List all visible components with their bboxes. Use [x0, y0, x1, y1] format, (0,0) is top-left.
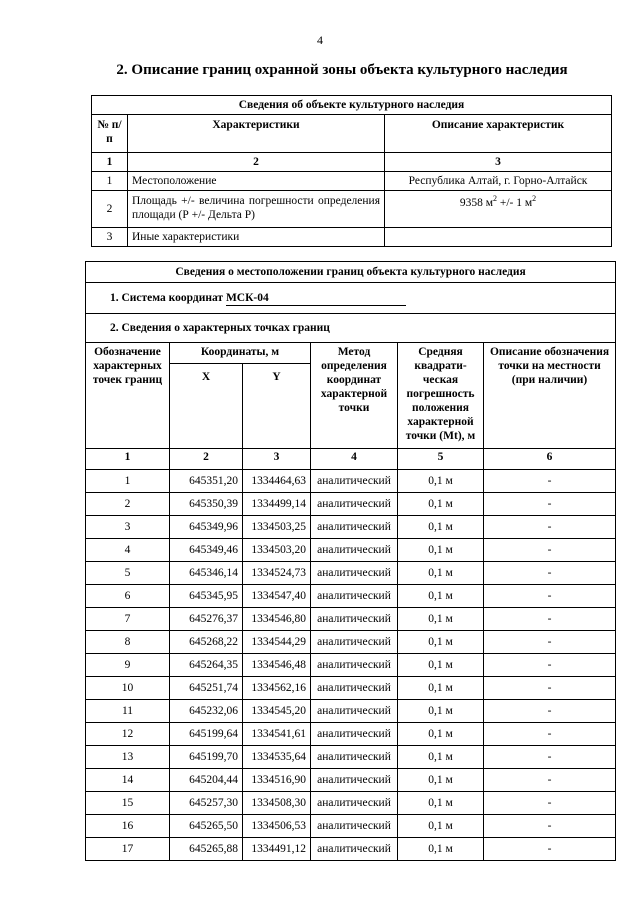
table-row: [86, 769, 616, 792]
point-description: -: [484, 631, 616, 654]
coord-y: 1334544,29: [243, 631, 311, 654]
table-row: [92, 172, 612, 191]
table-row: [86, 838, 616, 861]
header-coords: Координаты, м: [170, 343, 311, 364]
row-name: Иные характеристики: [128, 228, 385, 247]
coord-y: 1334524,73: [243, 562, 311, 585]
point-number: 7: [86, 608, 170, 631]
row-number: 3: [92, 228, 128, 247]
header-error: Средняя квадрати-ческая погрешность положения характерной точки (Mt), м: [398, 343, 484, 449]
point-number: 9: [86, 654, 170, 677]
table-row: [86, 815, 616, 838]
header-characteristics: Характеристики: [128, 115, 385, 153]
table-row: [86, 608, 616, 631]
mean-error: 0,1 м: [398, 677, 484, 700]
coord-y: 1334516,90: [243, 769, 311, 792]
table-row: [86, 700, 616, 723]
method: аналитический: [311, 493, 398, 516]
table-row: [86, 470, 616, 493]
mean-error: 0,1 м: [398, 792, 484, 815]
table-row: [86, 516, 616, 539]
point-number: 6: [86, 585, 170, 608]
point-number: 1: [86, 470, 170, 493]
area-value: 9358 м: [459, 197, 493, 209]
mean-error: 0,1 м: [398, 838, 484, 861]
column-number: 4: [311, 449, 398, 470]
coord-x: 645265,50: [170, 815, 243, 838]
coordinate-system-label: 1. Система координат: [110, 292, 224, 304]
mean-error: 0,1 м: [398, 631, 484, 654]
mean-error: 0,1 м: [398, 723, 484, 746]
table-row: [86, 723, 616, 746]
point-description: -: [484, 769, 616, 792]
coordinate-system-row: [86, 283, 616, 314]
coord-x: 645349,46: [170, 539, 243, 562]
column-number: 2: [170, 449, 243, 470]
header-description: Описание обозначения точки на местности (при наличии): [484, 343, 616, 449]
table-row: [86, 585, 616, 608]
mean-error: 0,1 м: [398, 516, 484, 539]
row-number: 1: [92, 172, 128, 191]
coord-y: 1334547,40: [243, 585, 311, 608]
mean-error: 0,1 м: [398, 562, 484, 585]
coord-x: 645276,37: [170, 608, 243, 631]
superscript: 2: [532, 194, 537, 204]
coord-x: 645251,74: [170, 677, 243, 700]
point-description: -: [484, 792, 616, 815]
mean-error: 0,1 м: [398, 608, 484, 631]
point-number: 15: [86, 792, 170, 815]
row-number: 2: [92, 191, 128, 228]
row-name: Местоположение: [128, 172, 385, 191]
page-number: 4: [317, 33, 323, 47]
header-method: Метод определения координат характерной точки: [311, 343, 398, 449]
coord-x: 645346,14: [170, 562, 243, 585]
method: аналитический: [311, 723, 398, 746]
column-number: 1: [92, 153, 128, 172]
method: аналитический: [311, 631, 398, 654]
row-name: Площадь +/- величина погрешности определения площади (Р +/- Дельта Р): [128, 191, 385, 228]
coord-x: 645257,30: [170, 792, 243, 815]
table-row: [86, 746, 616, 769]
table-row: [92, 191, 612, 228]
coord-y: 1334503,25: [243, 516, 311, 539]
column-number: 3: [243, 449, 311, 470]
point-description: -: [484, 838, 616, 861]
coord-y: 1334499,14: [243, 493, 311, 516]
point-description: -: [484, 562, 616, 585]
coord-y: 1334562,16: [243, 677, 311, 700]
coord-y: 1334546,48: [243, 654, 311, 677]
point-description: -: [484, 608, 616, 631]
mean-error: 0,1 м: [398, 700, 484, 723]
coord-y: 1334464,63: [243, 470, 311, 493]
point-number: 4: [86, 539, 170, 562]
header-x: X: [170, 364, 243, 449]
header-description: Описание характеристик: [385, 115, 612, 153]
area-error: +/- 1 м: [497, 197, 533, 209]
point-number: 2: [86, 493, 170, 516]
coord-x: 645232,06: [170, 700, 243, 723]
point-description: -: [484, 723, 616, 746]
header-y: Y: [243, 364, 311, 449]
coord-y: 1334503,20: [243, 539, 311, 562]
coord-x: 645199,64: [170, 723, 243, 746]
coord-y: 1334491,12: [243, 838, 311, 861]
column-number: 1: [86, 449, 170, 470]
object-table-caption: Сведения об объекте культурного наследия: [92, 96, 612, 115]
point-description: -: [484, 470, 616, 493]
row-value: [385, 228, 612, 247]
method: аналитический: [311, 654, 398, 677]
point-number: 14: [86, 769, 170, 792]
method: аналитический: [311, 700, 398, 723]
coord-x: 645265,88: [170, 838, 243, 861]
point-number: 5: [86, 562, 170, 585]
table-row: [86, 654, 616, 677]
point-number: 13: [86, 746, 170, 769]
characteristic-points-label: 2. Сведения о характерных точках границ: [86, 314, 616, 343]
table-row: [92, 228, 612, 247]
mean-error: 0,1 м: [398, 815, 484, 838]
coord-x: 645351,20: [170, 470, 243, 493]
point-description: -: [484, 815, 616, 838]
point-description: -: [484, 516, 616, 539]
coord-x: 645350,39: [170, 493, 243, 516]
point-number: 10: [86, 677, 170, 700]
point-description: -: [484, 677, 616, 700]
mean-error: 0,1 м: [398, 470, 484, 493]
point-description: -: [484, 746, 616, 769]
header-designation: Обозначение характерных точек границ: [86, 343, 170, 449]
row-value: Республика Алтай, г. Горно-Алтайск: [385, 172, 612, 191]
table-row: [86, 792, 616, 815]
mean-error: 0,1 м: [398, 654, 484, 677]
point-description: -: [484, 700, 616, 723]
column-number: 5: [398, 449, 484, 470]
table-row: [86, 493, 616, 516]
coordinate-system-value: МСК-04: [226, 291, 406, 306]
point-description: -: [484, 585, 616, 608]
method: аналитический: [311, 562, 398, 585]
table-row: [86, 677, 616, 700]
column-number: 6: [484, 449, 616, 470]
mean-error: 0,1 м: [398, 585, 484, 608]
mean-error: 0,1 м: [398, 539, 484, 562]
row-value: [385, 191, 612, 228]
table-row: [86, 539, 616, 562]
mean-error: 0,1 м: [398, 769, 484, 792]
coord-x: 645349,96: [170, 516, 243, 539]
point-number: 16: [86, 815, 170, 838]
method: аналитический: [311, 470, 398, 493]
method: аналитический: [311, 746, 398, 769]
coord-x: 645268,22: [170, 631, 243, 654]
method: аналитический: [311, 539, 398, 562]
method: аналитический: [311, 792, 398, 815]
location-table-caption: Сведения о местоположении границ объекта культурного наследия: [86, 262, 616, 283]
point-description: -: [484, 654, 616, 677]
method: аналитический: [311, 516, 398, 539]
column-number: 3: [385, 153, 612, 172]
point-number: 17: [86, 838, 170, 861]
header-number: № п/п: [92, 115, 128, 153]
coord-y: 1334545,20: [243, 700, 311, 723]
point-number: 8: [86, 631, 170, 654]
coord-y: 1334546,80: [243, 608, 311, 631]
coord-x: 645204,44: [170, 769, 243, 792]
coord-y: 1334541,61: [243, 723, 311, 746]
point-number: 12: [86, 723, 170, 746]
coord-x: 645264,35: [170, 654, 243, 677]
coord-y: 1334508,30: [243, 792, 311, 815]
mean-error: 0,1 м: [398, 493, 484, 516]
method: аналитический: [311, 608, 398, 631]
coord-y: 1334506,53: [243, 815, 311, 838]
point-description: -: [484, 493, 616, 516]
coord-y: 1334535,64: [243, 746, 311, 769]
coord-x: 645345,95: [170, 585, 243, 608]
method: аналитический: [311, 585, 398, 608]
column-number: 2: [128, 153, 385, 172]
method: аналитический: [311, 677, 398, 700]
point-number: 3: [86, 516, 170, 539]
method: аналитический: [311, 838, 398, 861]
object-info-table: [91, 95, 612, 247]
location-table: [85, 261, 616, 861]
point-description: -: [484, 539, 616, 562]
method: аналитический: [311, 769, 398, 792]
coord-x: 645199,70: [170, 746, 243, 769]
table-row: [86, 562, 616, 585]
table-row: [86, 631, 616, 654]
method: аналитический: [311, 815, 398, 838]
mean-error: 0,1 м: [398, 746, 484, 769]
section-title: 2. Описание границ охранной зоны объекта культурного наследия: [116, 62, 568, 78]
point-number: 11: [86, 700, 170, 723]
superscript: 2: [493, 194, 497, 204]
